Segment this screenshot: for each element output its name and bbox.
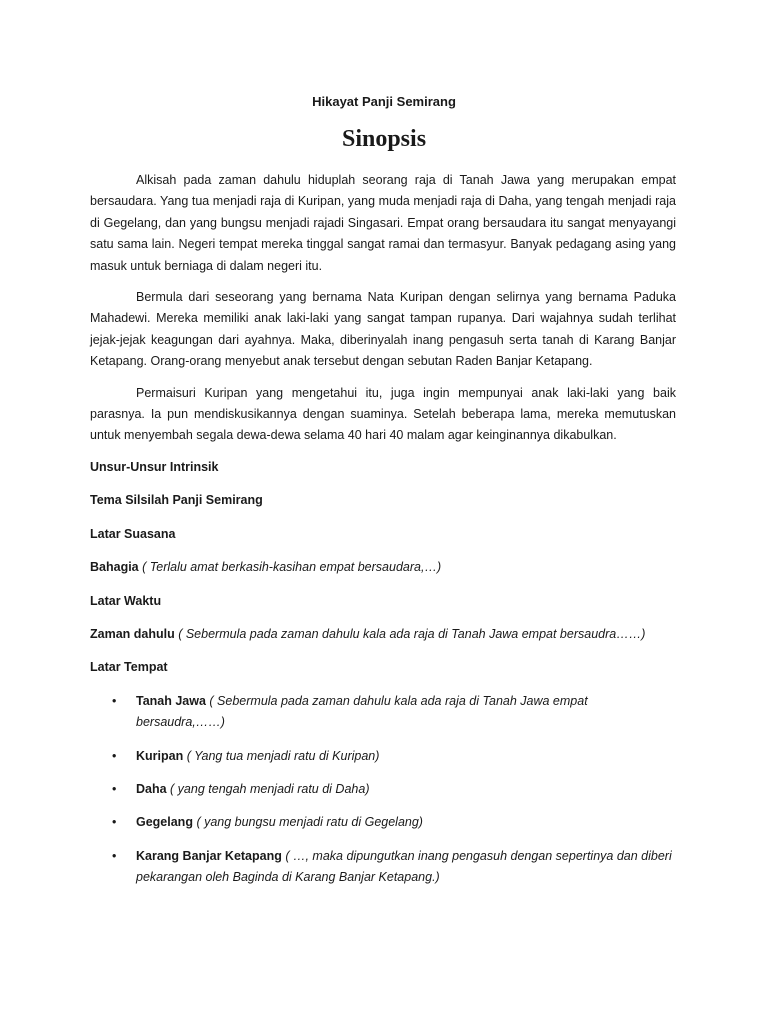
list-item xyxy=(90,746,676,767)
bullet-icon: • xyxy=(112,693,117,708)
synopsis-paragraph-1: Alkisah pada zaman dahulu hiduplah seorang raja di Tanah Jawa yang merupakan empat bersaudara. Yang tua menjadi raja di Kuripan, yang muda menjadi raja di Daha, yang tengah menjadi raja di Gegelang, dan yang bungsu menjadi rajadi Singasari. Empat orang bersaudara itu sangat menyayangi satu sama lain. Negeri tempat mereka tinggal sangat ramai dan termasyur. Banyak pedagang asing yang masuk untuk berniaga di dalam negeri itu. xyxy=(90,173,676,273)
latar-suasana-heading: Latar Suasana xyxy=(90,526,176,541)
latar-waktu-value: Zaman dahulu xyxy=(90,626,175,641)
bullet-icon: • xyxy=(112,748,117,763)
place-name: Kuripan xyxy=(136,748,184,763)
bullet-icon: • xyxy=(112,781,117,796)
place-name: Daha xyxy=(136,781,167,796)
latar-tempat-list xyxy=(90,691,676,889)
document-title: Hikayat Panji Semirang xyxy=(312,94,456,109)
bullet-icon: • xyxy=(112,848,117,863)
latar-waktu-line xyxy=(90,624,676,645)
latar-waktu-quote: ( Sebermula pada zaman dahulu kala ada raja di Tanah Jawa empat bersaudra……) xyxy=(174,626,646,641)
latar-tempat-heading: Latar Tempat xyxy=(90,660,168,675)
page-heading: Sinopsis xyxy=(341,126,427,152)
intrinsic-elements-heading: Unsur-Unsur Intrinsik xyxy=(90,459,219,474)
bullet-icon: • xyxy=(112,815,117,830)
place-quote: ( Yang tua menjadi ratu di Kuripan) xyxy=(183,748,380,763)
list-item xyxy=(90,779,676,800)
list-item xyxy=(90,691,676,734)
theme-line: Tema Silsilah Panji Semirang xyxy=(90,493,263,508)
latar-suasana-quote: ( Terlalu amat berkasih-kasihan empat bersaudara,…) xyxy=(138,560,442,575)
place-quote: ( …, maka dipungutkan inang pengasuh dengan sepertinya dan diberi pekarangan oleh Baginda di Karang Banjar Ketapang.) xyxy=(136,848,672,885)
synopsis-paragraph-2: Bermula dari seseorang yang bernama Nata Kuripan dengan selirnya yang bernama Paduka Mahadewi. Mereka memiliki anak laki-laki yang sangat tampan rupanya. Dari wajahnya sudah terlihat jejak-jejak keagungan dari ayahnya. Maka, diberinyalah inang pengasuh serta tanah di Karang Banjar Ketapang. Orang-orang menyebut anak tersebut dengan sebutan Raden Banjar Ketapang. xyxy=(90,290,676,369)
latar-suasana-value: Bahagia xyxy=(90,560,139,575)
place-name: Karang Banjar Ketapang xyxy=(136,848,282,863)
latar-waktu-heading: Latar Waktu xyxy=(90,593,162,608)
place-name: Gegelang xyxy=(136,815,193,830)
place-quote: ( yang bungsu menjadi ratu di Gegelang) xyxy=(192,815,423,830)
list-item xyxy=(90,846,676,889)
place-quote: ( yang tengah menjadi ratu di Daha) xyxy=(166,781,370,796)
list-item xyxy=(90,812,676,833)
document-body xyxy=(90,170,676,901)
latar-suasana-line xyxy=(90,557,676,578)
place-name: Tanah Jawa xyxy=(136,693,206,708)
synopsis-paragraph-3: Permaisuri Kuripan yang mengetahui itu, juga ingin mempunyai anak laki-laki yang baik parasnya. Ia pun mendiskusikannya dengan suaminya. Setelah beberapa lama, mereka memutuskan untuk menyembah segala dewa-dewa selama 40 hari 40 malam agar keinginannya dikabulkan. xyxy=(90,385,676,443)
place-quote: ( Sebermula pada zaman dahulu kala ada raja di Tanah Jawa empat bersaudra,……) xyxy=(136,693,588,730)
